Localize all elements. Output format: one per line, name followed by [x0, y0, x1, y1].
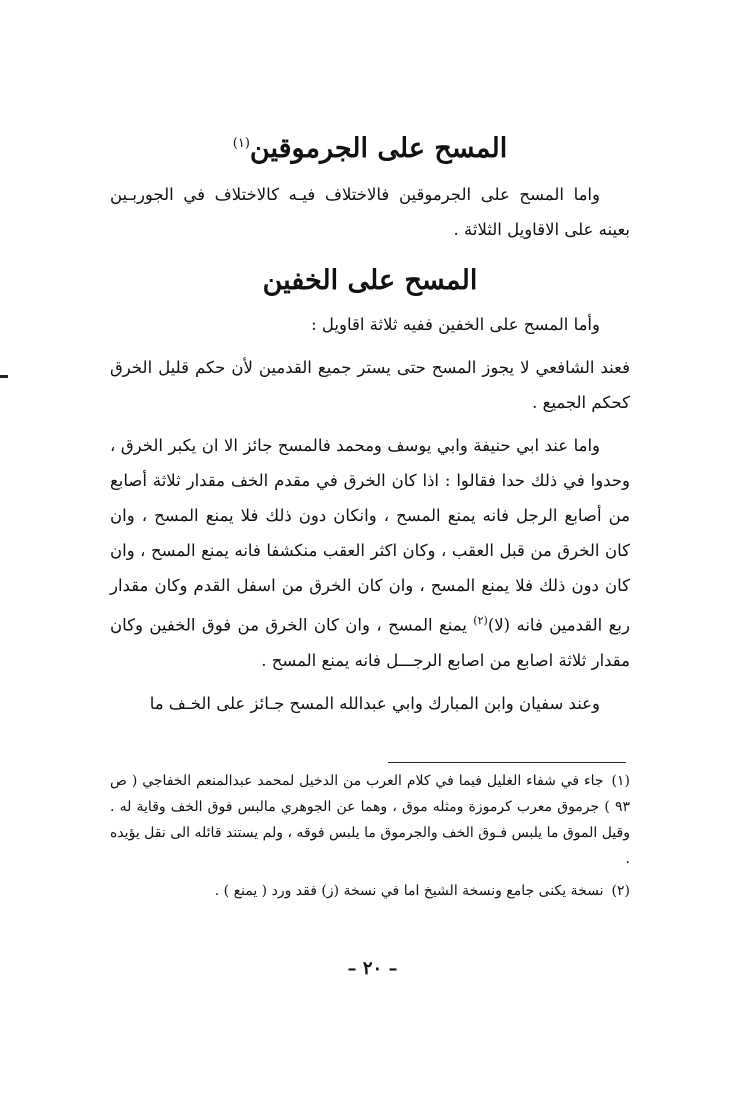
footnote-number: (١) [611, 773, 630, 789]
section-title-text: المسح على الجرموقين [249, 133, 508, 164]
footnote-1 [110, 768, 630, 872]
footnotes [110, 768, 630, 910]
section-title-jarmuqayn [110, 124, 630, 169]
footnote-ref-2[interactable]: (٢) [473, 614, 488, 627]
section-title-khuffayn: المسح على الخفين [262, 265, 478, 296]
footnote-text: جاء في شفاء الغليل فيما في كلام العرب من الدخيل لمحمد عبدالمنعم الخفاجي ( ص ٩٣ ) جرموق معرب كرموزة ومثله موق ، وهما عن الجوهري مالبس فوق الخف وقاية له . وقيل الموق ما يلبس فـوق الخف والجرموق ما يلبس فوقه ، ولم يستند قائله الى نقل يؤيده . [110, 773, 630, 867]
page-number: – ٢٠ – [347, 958, 398, 979]
footnote-ref-1[interactable]: (١) [232, 136, 250, 151]
paragraph-hanafi [110, 428, 630, 678]
paragraph-sufyan: وعند سفيان وابن المبارك وابي عبدالله المسح جـائز على الخـف ما [149, 693, 600, 713]
paragraph-jarmuqayn: واما المسح على الجرموقين فالاختلاف فيـه كالاختلاف في الجوربـين بعينه على الاقاويل الثلاثة . [110, 185, 630, 239]
footnote-text: نسخة يكنى جامع ونسخة الشيخ اما في نسخة (ز) فقد ورد ( يمنع ) . [214, 883, 604, 899]
footnote-separator [388, 762, 626, 763]
paragraph-shafii: فعند الشافعي لا يجوز المسح حتى يستر جميع القدمين لأن حكم قليل الخرق كحكم الجميع . [110, 358, 630, 412]
margin-mark [0, 375, 8, 378]
paragraph-hanafi-text-a: واما عند ابي حنيفة وابي يوسف ومحمد فالمسح جائز الا ان يكبر الخرق ، وحدوا في ذلك حدا فقالوا : اذا كان الخرق في مقدم الخف مقدار ثلاثة أصابع من أصابع الرجل فانه يمنع المسح ، وانكان دون ذلك فلا يمنع المسح ، وان كان الخرق من قبل العقب ، وكان اكثر العقب منكشفا فانه يمنع المسح ، وان كان دون ذلك فلا يمنع المسح ، وان كان الخرق من اسفل القدم وكان مقدار ربع القدمين فانه (لا) [110, 436, 630, 635]
page-body [110, 120, 630, 729]
paragraph-intro: وأما المسح على الخفين ففيه ثلاثة اقاويل : [311, 315, 600, 334]
footnote-2 [110, 878, 630, 904]
paragraph-hanafi-text-b: يمنع المسح ، وان كان الخرق من فوق الخفين وكان مقدار ثلاثة اصابع من اصابع الرجـــل فانه يمنع المسح . [110, 615, 630, 670]
footnote-number: (٢) [611, 883, 630, 899]
